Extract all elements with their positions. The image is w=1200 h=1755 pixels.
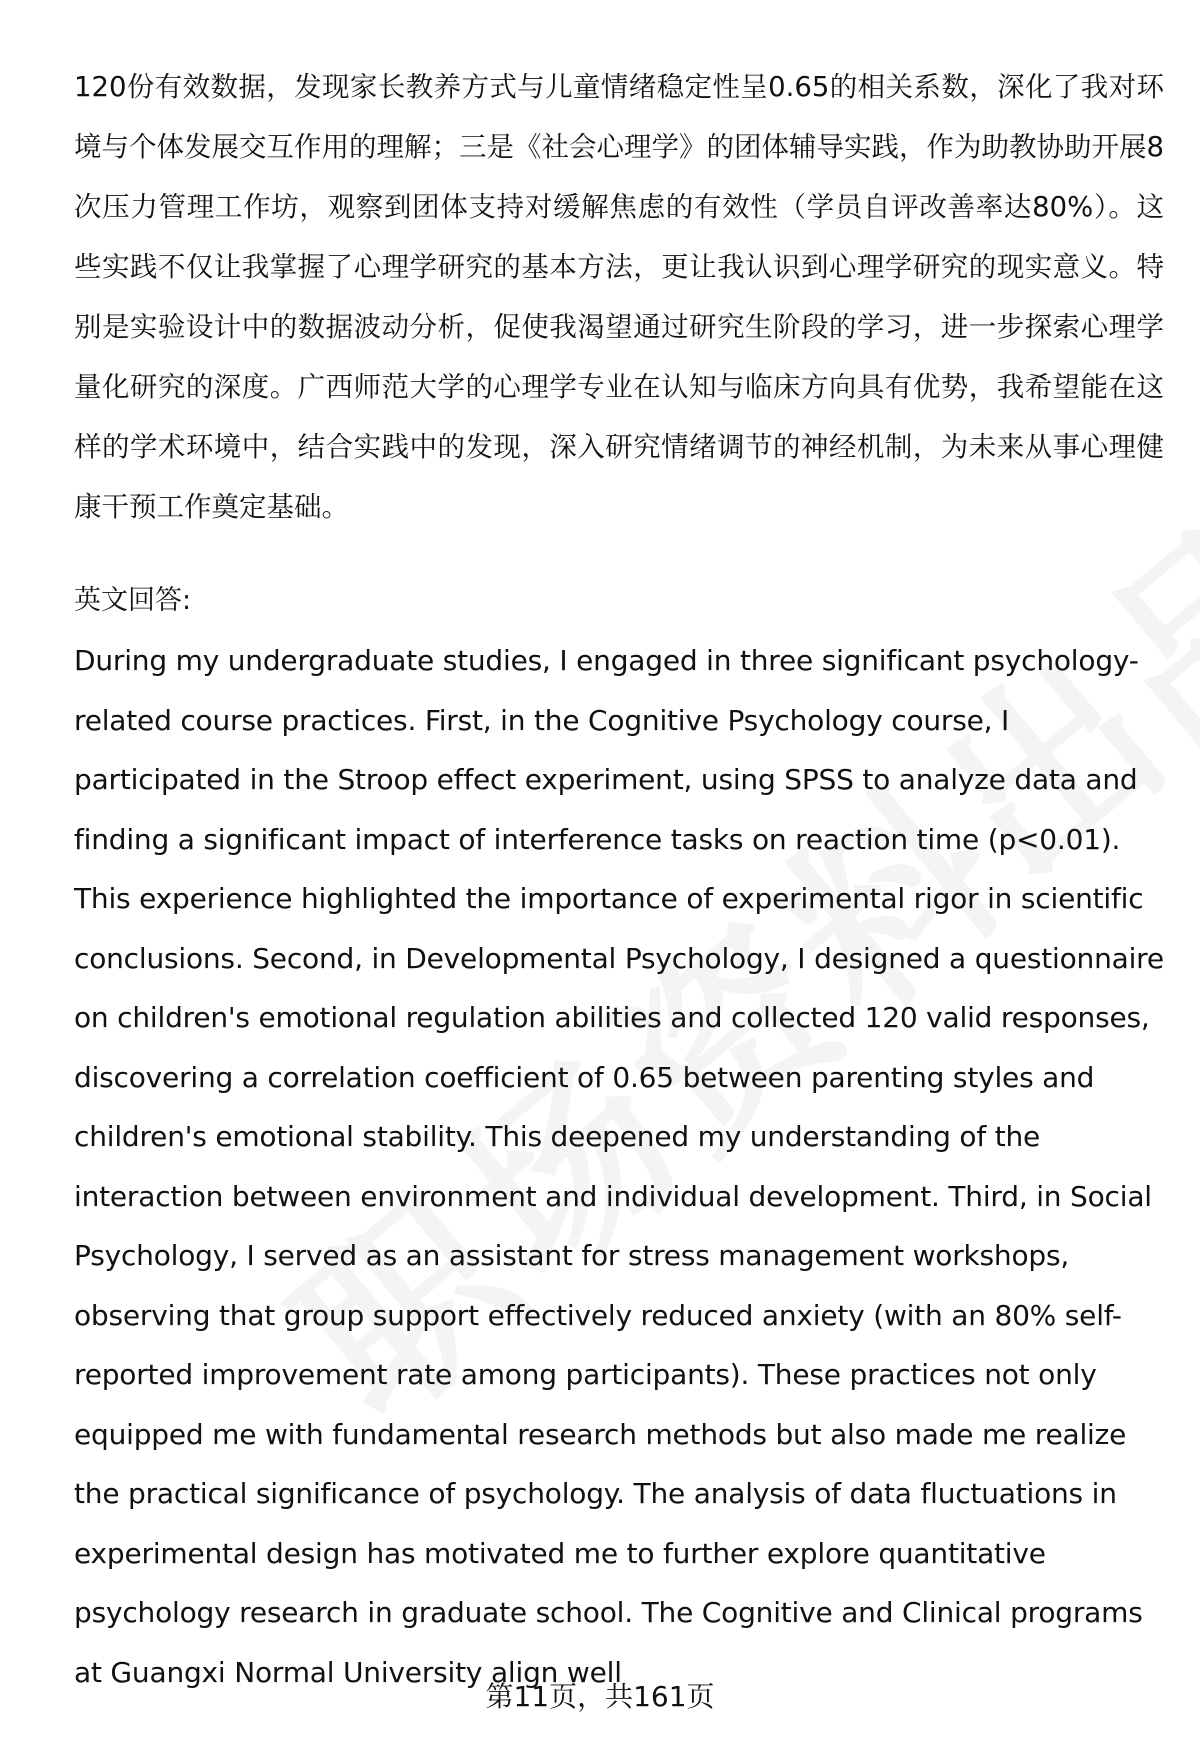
english-paragraph: During my undergraduate studies, I engaged in three significant psychology-related course practices. First, in the Cognitive Psychology course, I participated in the Stroop effect experiment, using SPSS to analyze data and finding a significant impact of interference tasks on reaction time (p<0.01). This experience highlighted the importance of experimental rigor in scientific conclusions. Second, in Developmental Psychology, I designed a questionnaire on children's emotional regulation abilities and collected 120 valid responses, discovering a correlation coefficient of 0.65 between parenting styles and children's emotional stability. This deepened my understanding of the interaction between environment and individual development. Third, in Social Psychology, I served as an assistant for stress management workshops, observing that group support effectively reduced anxiety (with an 80% self-reported improvement rate among participants). These practices not only equipped me with fundamental research methods but also made me realize the practical significance of psychology. The analysis of data fluctuations in experimental design has motivated me to further explore quantitative psychology research in graduate school. The Cognitive and Clinical programs at Guangxi Normal University align well [74,644,1164,1689]
document-body [74,57,1164,1702]
page-number-footer: 第11页，共161页 [485,1680,715,1713]
english-answer-heading: 英文回答: [74,585,192,616]
chinese-paragraph: 120份有效数据，发现家长教养方式与儿童情绪稳定性呈0.65的相关系数，深化了我对环境与个体发展交互作用的理解；三是《社会心理学》的团体辅导实践，作为助教协助开展8次压力管理工作坊，观察到团体支持对缓解焦虑的有效性（学员自评改善率达80%）。这些实践不仅让我掌握了心理学研究的基本方法，更让我认识到心理学研究的现实意义。特别是实验设计中的数据波动分析，促使我渴望通过研究生阶段的学习，进一步探索心理学量化研究的深度。广西师范大学的心理学专业在认知与临床方向具有优势，我希望能在这样的学术环境中，结合实践中的发现，深入研究情绪调节的神经机制，为未来从事心理健康干预工作奠定基础。 [74,71,1164,523]
